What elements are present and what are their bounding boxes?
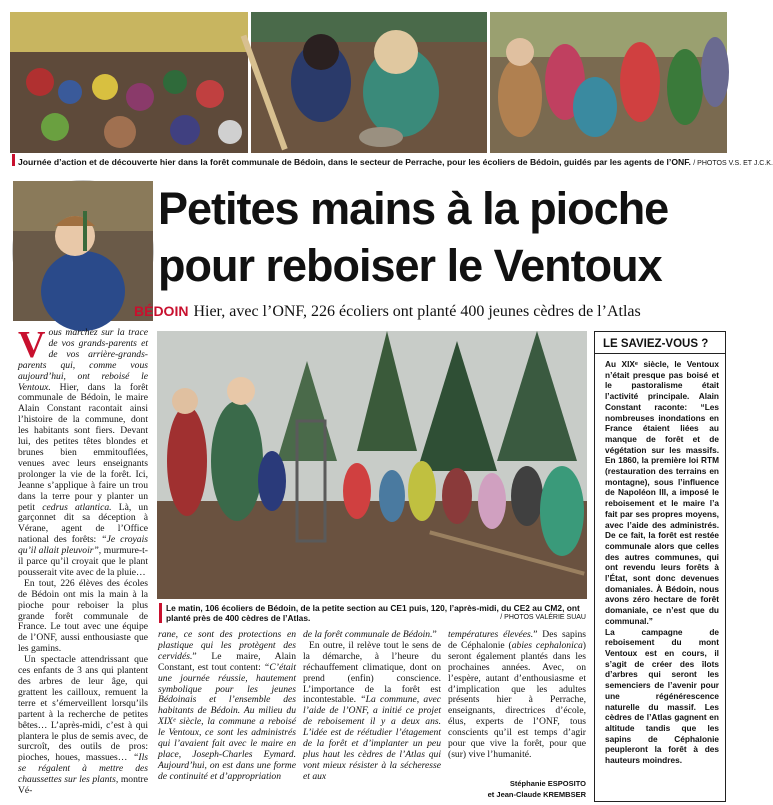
col1-text-4: montre Vé- — [18, 774, 148, 797]
mid-caption-text: Le matin, 106 écoliers de Bédoin, de la petite section au CE1 puis, 120, l’après-midi, du CE2 au CM2, ont planté près de 400 cèdres de l’Atlas. — [166, 603, 580, 623]
article-column-2 — [158, 630, 296, 802]
col1-text: Hier, dans la forêt communale de Bédoin, le maire Alain Constant racontait ainsi l’histoire de la commune, dont les habitants sont fiers. Devant lui, des petites têtes blondes et brunes bien emmitouflées, venues avec leurs enseignants prolonger la vie de la forêt. Ici, Jeanne s’applique à faire un trou dans la terre pour y planter un petit — [18, 381, 148, 513]
col1-quote: “Je croyais qu’il allait pleuvoir”, — [18, 534, 148, 557]
caption-marker — [12, 154, 15, 166]
col1-text-3: murmure-t-il parce qu’il croyait que le plant pousserait vite avec de la pluie… — [18, 545, 148, 578]
headline-line-2: pour reboiser le Ventoux — [158, 240, 662, 291]
byline — [448, 778, 586, 800]
col2-text: ” Le maire, Alain Constant, est tout content: — [158, 650, 296, 673]
top-caption-credit: / PHOTOS V.S. ET J.C.K. — [693, 160, 773, 167]
deck-text: Hier, avec l’ONF, 226 écoliers ont planté 400 jeunes cèdres de l’Atlas — [193, 303, 641, 320]
col4-text-2: ) seront également plantés dans les prochaines années. Avec, on l’espère, autant d’enthousiasme et d’implication que les adultes présents hier à Perrache, enseignants, directrices d’école, élus, experts de l’ONF, tous conscients qu’il est temps d’agir pour que vive la forêt, pour que (sur) vive l’humanité. — [448, 639, 586, 760]
sidebar-title: LE SAVIEZ-VOUS ? — [595, 332, 725, 354]
col1-italic: cedrus atlantica. — [42, 501, 112, 513]
sidebar-paragraph-1: Au XIXᵉ siècle, le Ventoux n’était presque pas boisé et le pastoralisme était l’activité principale. Alain Constant raconte: “Les nombreuses inondations en France étaient liées au manque de forêt et de végétation sur les massifs. En 1860, la première loi RTM (restauration des terrains en montagne), sous l’influence de Napoléon III, a imposé le reboisement et le maire l’a fait par ses propres moyens, avec l’aide des administrés. De ce fait, la forêt est restée communale alors que celles des autres communes, qui ont revendu leurs forêts à l’État, sont donc devenues domaniales. À Bédoin, nous avons zéro hectare de forêt domaniale, ce n’est que du communal.” — [605, 359, 719, 626]
col1-text-2: Là, un garçonnet dit sa déception à Vérane, agent de l’Office national des forêts: — [18, 501, 149, 546]
main-photo-caption — [166, 603, 586, 623]
sidebar-paragraph-2: La campagne de reboisement du mont Ventoux est en cours, il s’agit de créer des îlots d’arbres qui seront les semenciers de l’avenir pour une régénérescence naturelle du massif. Les cèdres de l’Atlas gagnent en altitude tandis que les sapins de Céphalonie peupleront la forêt à des hauteurs moindres. — [605, 626, 719, 766]
sidebar-le-saviez-vous — [594, 331, 726, 802]
col4-text: ” Des sapins de Céphalonie ( — [448, 629, 586, 651]
col2-quote-2: “C’était une journée réussie, hautement symbolique pour les jeunes Bédoinais et l’ensemble des habitants de Bédoin. Au milieu du XIXᵉ siècle, la commune a reboisé le Ventoux, ce sont les administrés qui l’avaient fait avec le maire en place, Joseph-Charles Eymard. Aujourd’hui, on est dans une forme de continuité et d’appropriation — [158, 661, 296, 782]
deck-place: BÉDOIN — [134, 303, 189, 319]
col4-italic: abies cephalonica — [511, 639, 583, 651]
col1-quote-2: “Ils se régalent à mettre des chaussettes sur les plants, — [18, 752, 148, 786]
article-column-1 — [18, 324, 149, 798]
mid-caption-credit: / PHOTOS VALÉRIE SUAU — [500, 614, 586, 621]
col3-quote: de la forêt communale de Bédoin. — [303, 629, 433, 640]
col2-quote: rane, ce sont des protections en plastique qui les protègent des cervidés. — [158, 629, 296, 662]
main-photo-forest-class — [157, 331, 587, 599]
article-column-4 — [448, 630, 586, 780]
author-1: Stéphanie ESPOSITO — [509, 779, 586, 788]
mid-caption-marker — [159, 603, 162, 623]
author-2: et Jean-Claude KREMBSER — [487, 790, 586, 799]
col4-quote: températures élevées. — [448, 629, 534, 640]
col1-paragraph-2: En tout, 226 élèves des écoles de Bédoin ont mis la main à la pioche pour reboiser la plus grande forêt communale de France. Le tout avec une équipe de l’ONF, aussi enthousiaste que les gamins. — [18, 577, 148, 655]
col3-paragraph-2: En outre, il relève tout le sens de la démarche, à l’heure du réchauffement climatique, dont on prend (enfin) conscience. L’importance de la forêt est incontestable. — [303, 639, 441, 706]
col3-quote-2: “La commune, avec l’aide de l’ONF, a initié ce projet de reboisement il y a deux ans. L’idée est de réétudier l’étagement de la forêt et d’implanter un peu plus haut les cèdres de l’Atlas qui vont mieux résister à la sécheresse et aux — [303, 694, 441, 782]
top-photo-crowd — [10, 12, 248, 153]
portrait-boy-circle — [12, 180, 154, 322]
col3-text: ” — [432, 629, 437, 640]
lead-italic: ous marchez sur la trace de vos grands-parents et de vos arrière-grands-parents qui, comme vous aujourd’hui, ont reboisé le Ventoux. — [18, 327, 148, 393]
top-photo-girl-planting — [251, 12, 487, 153]
top-photo-kids-group — [490, 12, 727, 153]
article-column-3 — [303, 630, 441, 802]
deck — [134, 303, 641, 321]
top-photo-caption — [18, 157, 773, 167]
dropcap: V — [18, 324, 46, 366]
col1-paragraph-3: Un spectacle attendrissant que ces enfants de 3 ans qui plantent des arbres de leur âge, qui grattent les cailloux, remuent la terre et s’émerveillent lorsqu’ils partent à la recherche de petites bêtes… L’après-midi, c’est à qui plantera le plus de semis avec, de surcroît, des outils de pros: pioches, houes, massues… — [18, 654, 148, 764]
top-caption-text: Journée d’action et de découverte hier dans la forêt communale de Bédoin, dans le secteur de Perrache, pour les écoliers de Bédoin, guidés par les agents de l’ONF. — [18, 157, 691, 167]
headline-line-1: Petites mains à la pioche — [158, 183, 669, 234]
